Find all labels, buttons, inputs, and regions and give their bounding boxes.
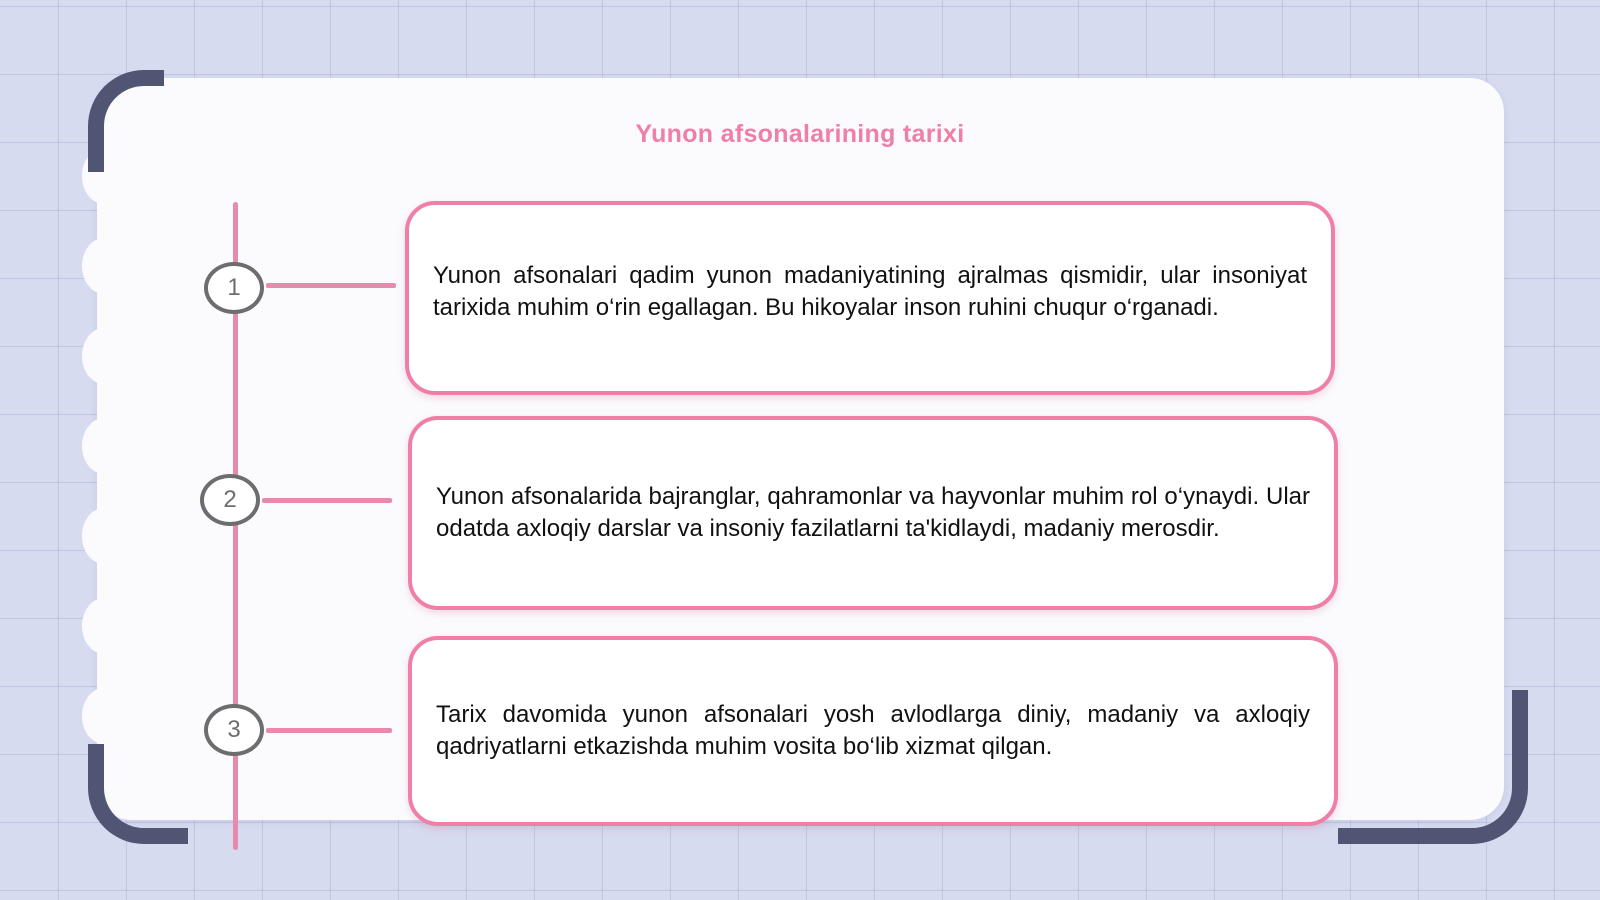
timeline-connector xyxy=(266,728,392,733)
timeline-marker-2 xyxy=(200,474,260,526)
frame-corner-top-left xyxy=(88,70,164,172)
marker-number: 3 xyxy=(227,716,241,743)
timeline-connector xyxy=(266,283,396,288)
card-text: Yunon afsonalari qadim yunon madaniyatining ajralmas qismidir, ular insoniyat tarixida muhim o‘rin egallagan. Bu hikoyalar inson ruhini chuqur o‘rganadi. xyxy=(433,262,1307,321)
timeline-card-3 xyxy=(408,636,1338,826)
timeline-card-2 xyxy=(408,416,1338,610)
marker-number: 1 xyxy=(227,274,241,301)
slide-title: Yunon afsonalarining tarixi xyxy=(635,120,965,148)
timeline-marker-3 xyxy=(204,704,264,756)
scallop-decoration xyxy=(82,328,126,384)
scallop-decoration xyxy=(82,598,126,654)
timeline-card-1 xyxy=(405,201,1335,395)
scallop-decoration xyxy=(82,688,126,744)
card-text: Tarix davomida yunon afsonalari yosh avlodlarga diniy, madaniy va axloqiy qadriyatlarni etkazishda muhim vosita bo‘lib xizmat qilgan. xyxy=(436,701,1310,760)
timeline-marker-1 xyxy=(204,262,264,314)
scallop-decoration xyxy=(82,238,126,294)
timeline-connector xyxy=(262,498,392,503)
scallop-decoration xyxy=(82,508,126,564)
frame-corner-bottom-right xyxy=(1338,690,1528,844)
frame-corner-bottom-left xyxy=(88,744,188,844)
scallop-decoration xyxy=(82,418,126,474)
marker-number: 2 xyxy=(223,486,237,513)
card-text: Yunon afsonalarida bajranglar, qahramonlar va hayvonlar muhim rol o‘ynaydi. Ular odatda axloqiy darslar va insoniy fazilatlarni ta'kidlaydi, madaniy merosdir. xyxy=(436,483,1310,542)
